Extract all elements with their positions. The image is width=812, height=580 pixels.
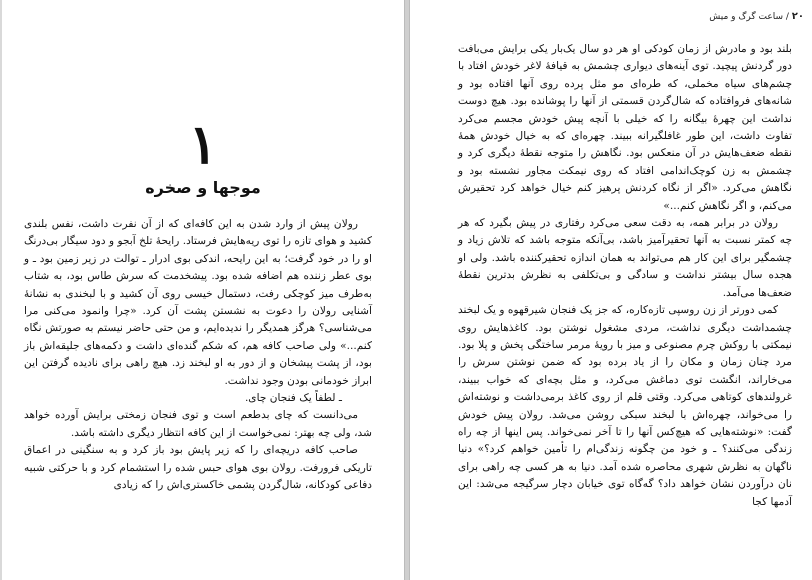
paragraph: رولان پیش از وارد شدن به این کافه‌ای که از آن نفرت داشت، نفس بلندی کشید و هوای تازه را توی ریه‌هایش فرستاد. رایحهٔ تلخ آبجو و دود سیگار بی‌درنگ او را در خود گرفت؛ به این رایحه، اندکی بوی ادرار ـ توالت در زیر زمین بود ـ و بوی عطر زننده هم اضافه شده بود. پیشخدمت که سرش طاس بود، به شتاب به‌طرف میز کوچکی رفت، دستمال خیسی روی آن کشید و با لبخندی به نشانهٔ آشنایی رولان را دعوت به نشستن پشت آن کرد. «چرا وانمود می‌کنی مرا می‌شناسی؟ هرگز همدیگر را ندیده‌ایم، و من حتی حاضر نیستم به صورتش نگاه کنم...» ولی صاحب کافه هم، که شکم گنده‌ای داشت و دکمه‌های جلیقه‌اش باز بود، از پشت پیشخان و از دور به او لبخند زد. هیچ راهی برای نادیده گرفتن این ابراز خودمانی بودن وجود نداشت.	[24, 218, 372, 387]
paragraph: ـ لطفاً یک فنجان چای.	[244, 392, 342, 405]
running-head-separator: /	[783, 12, 789, 22]
paragraph: می‌دانست که چای بدطعم است و توی فنجان زمختی برایش آورده خواهد شد، ولی چه بهتر: نمی‌خواست از این کافه انتظار دیگری داشته باشد.	[24, 409, 372, 439]
page-number: ۲۰	[791, 11, 804, 22]
running-head	[709, 11, 804, 22]
right-page-body	[458, 41, 792, 511]
chapter-title: موجها و صخره	[145, 178, 261, 197]
left-page	[2, 0, 405, 580]
paragraph: رولان در برابر همه، به دقت سعی می‌کرد رفتاری در پیش بگیرد که هر چه کمتر نسبت به آنها تحقیرآمیز باشد، بی‌آنکه متوجه باشد که تلاش زیاد و چشمگیر برای این کار هم می‌تواند به همان اندازه تحقیرکننده باشد. ولی او هجده سال بیشتر نداشت و سادگی و بی‌تکلفی به نظرش بدترین نقطهٔ ضعف‌ها می‌آمد.	[458, 217, 792, 299]
right-page	[409, 0, 812, 580]
paragraph: کمی دورتر از زن روسپی تازه‌کاره، که جز یک فنجان شیرقهوه و یک لبخند چشمداشت دیگری نداشت، مردی مشغول نوشتن بود. کاغذهایش روی نیمکتی با روکش چرم مصنوعی و میز با رویهٔ مرمر ساختگی پخش و پلا بود. مرد چنان زمان و مکان را از یاد برده بود که ضمن نوشتن سرش را می‌خاراند، انگشت توی دماغش می‌کرد، و مثل بچه‌ای که خواب ببیند، غرولندهای کوتاهی می‌کرد. وقتی قلم از روی کاغذ برمی‌داشت و نوشته‌اش را می‌خواند، چهره‌اش با لبخند سبکی روشن می‌شد. رولان پیش خودش گفت: «نوشته‌هایی که هیچ‌کس آنها را تا آخر نمی‌خواند. پس اینها از چه راه زندگی می‌کنند؟ ـ و خود من چگونه زندگی‌ام را تأمین خواهم کرد؟» دنیا ناگهان به نظرش شهری محاصره شده آمد. دنیا به هر کسی چه راهی برای نان درآوردن نشان خواهد داد؟ گه‌گاه توی خیابان دچار سرگیجه می‌شد: این آدمها کجا	[458, 304, 792, 508]
running-head-title: ساعت گرگ و میش	[709, 12, 783, 22]
paragraph: بلند بود و مادرش از زمان کودکی او هر دو سال یک‌بار یکی برایش می‌بافت دور گردنش پیچید. توی آینه‌های دیواری چشمش به قیافهٔ لاغر خودش افتاد با چشم‌های سیاه مخملی، که طره‌ای مو مثل پرده روی آنها افتاده بود و شانه‌های فروافتاده که شال‌گردن قسمتی از آنها را پوشانده بود. هیچ دوست نداشت این چهرهٔ بیگانه را که خیلی با آنچه پیش خودش مجسم می‌کرد تفاوت داشت، این طور غافلگیرانه ببیند. چهره‌ای که به خیال خودش همهٔ نقطه ضعف‌هایش در آن منعکس بود. نگاهش را متوجه نقطهٔ دیگری کرد و چشمش به زن کوچک‌اندامی افتاد که روی نیمکت مجاور نشسته بود و نگاهش می‌کرد. «اگر از نگاه کردنش پرهیز کنم خیال خواهد کرد تحقیرش می‌کنم، و اگر نگاهش کنم...»	[458, 43, 792, 212]
left-page-body	[24, 216, 372, 495]
paragraph: صاحب کافه دریچه‌ای را که زیر پایش بود باز کرد و به سنگینی در اعماق تاریکی فرورفت. رولان بوی هوای حبس شده را استشمام کرد و با حرکتی شبیه دفاعی کودکانه، شال‌گردن پشمی خاکستری‌اش را که زیادی	[24, 444, 372, 492]
chapter-number: ۱	[188, 112, 218, 176]
